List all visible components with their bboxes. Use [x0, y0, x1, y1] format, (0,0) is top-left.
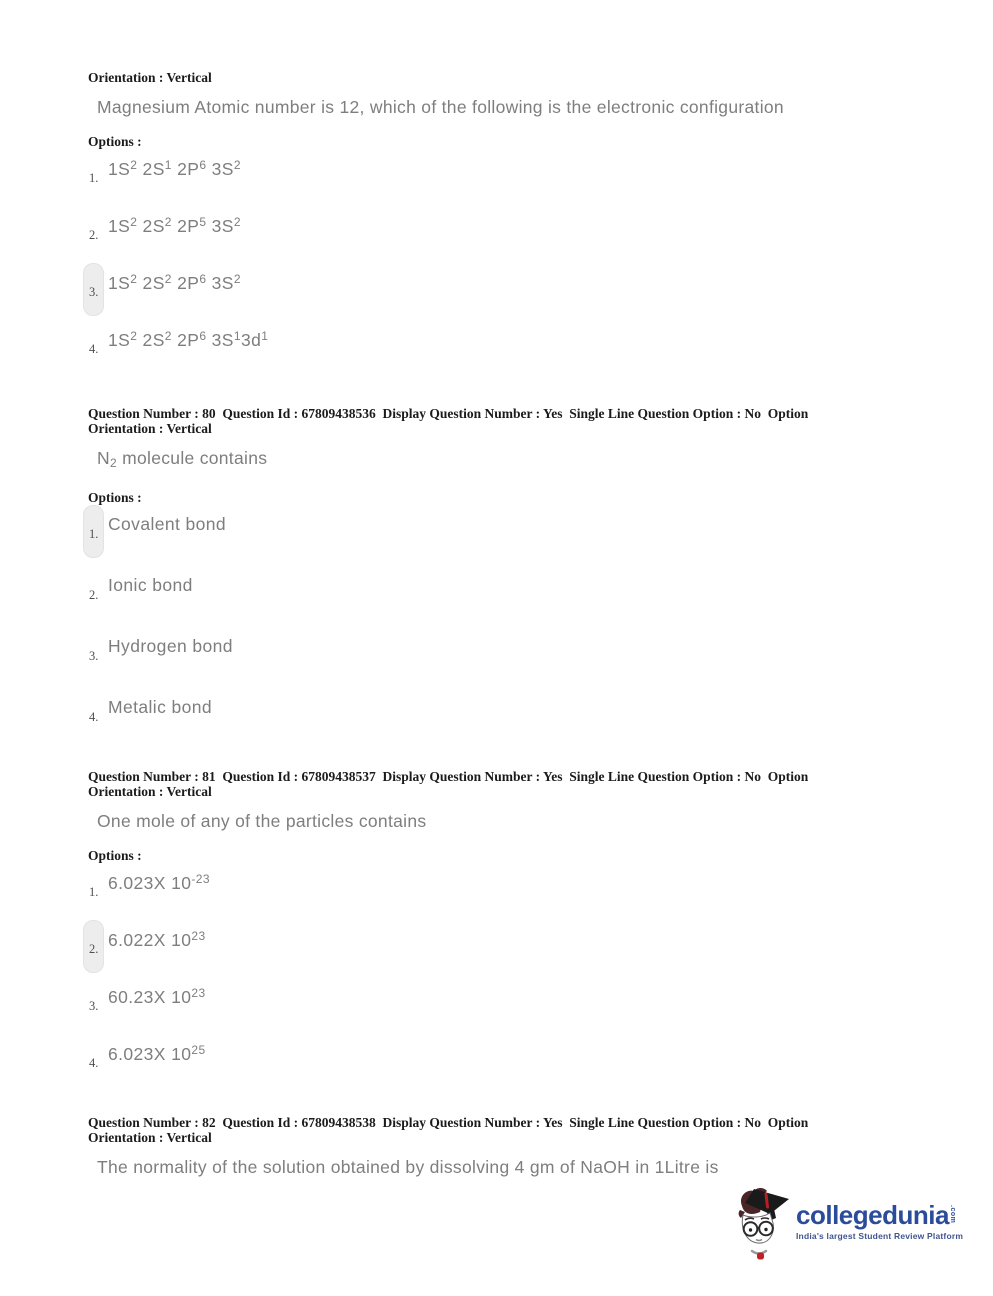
option-text: $1S^2$ $2S^2$ $2P^6$ $3S^2$: [108, 272, 241, 293]
question-text: $N_2$ molecule contains: [97, 448, 268, 470]
option-number: 3.: [89, 999, 99, 1013]
option-number: 2.: [89, 588, 99, 602]
options-label: Options :: [88, 848, 142, 863]
option-row-4: [88, 329, 888, 386]
options-list: [88, 872, 888, 1100]
collegedunia-logo: [733, 1186, 973, 1262]
question-header-orientation: Orientation : Vertical: [88, 1130, 212, 1145]
question-header-orientation: Orientation : Vertical: [88, 784, 212, 799]
option-row-1: [88, 158, 888, 215]
option-text: Covalent bond: [108, 514, 227, 534]
option-number: 1.: [89, 527, 99, 541]
question-block-80: [88, 406, 888, 758]
option-row-2: [88, 575, 888, 636]
logo-tagline: India's largest Student Review Platform: [796, 1231, 964, 1241]
question-block-79: [88, 70, 888, 386]
option-text: 6.023X $10^{25}$: [108, 1043, 206, 1064]
option-row-1: [88, 514, 888, 575]
options-label: Options :: [88, 490, 142, 505]
option-text: $1S^2$ $2S^2$ $2P^5$ $3S^2$: [108, 215, 241, 236]
option-row-3: [88, 272, 888, 329]
option-text: $1S^2$ $2S^1$ $2P^6$ $3S^2$: [108, 158, 241, 179]
question-header-orientation: Orientation : Vertical: [88, 421, 212, 436]
option-number: 2.: [89, 228, 99, 242]
option-text: Metalic bond: [108, 697, 213, 717]
option-text: Ionic bond: [108, 575, 193, 595]
collegedunia-mascot-icon: [733, 1186, 791, 1260]
option-text: 60.23X $10^{23}$: [108, 986, 206, 1007]
option-number: 4.: [89, 342, 99, 356]
logo-tld-text: .com: [948, 1205, 956, 1224]
option-row-4: [88, 1043, 888, 1100]
option-text: 6.023X $10^{-23}$: [108, 872, 210, 893]
question-header-orientation: Orientation : Vertical: [88, 70, 212, 85]
option-row-3: [88, 986, 888, 1043]
option-number: 4.: [89, 1056, 99, 1070]
question-text: Magnesium Atomic number is 12, which of the following is the electronic configuration: [97, 97, 784, 117]
question-header-meta: Question Number : 82 Question Id : 67809438538 Display Question Number : Yes Single Line Question Option : No Option: [88, 1115, 809, 1130]
option-number: 3.: [89, 285, 99, 299]
question-text: The normality of the solution obtained by dissolving 4 gm of NaOH in 1Litre is: [97, 1157, 719, 1177]
option-number: 1.: [89, 171, 99, 185]
option-text: Hydrogen bond: [108, 636, 233, 656]
logo-text-block: [796, 1186, 963, 1241]
option-row-3: [88, 636, 888, 697]
question-block-81: [88, 769, 888, 1100]
logo-brand-text: collegedunia: [796, 1200, 949, 1230]
options-list: [88, 158, 888, 386]
options-list: [88, 514, 888, 758]
question-block-82: [88, 1115, 888, 1178]
option-text: 6.022X $10^{23}$: [108, 929, 206, 950]
question-text: One mole of any of the particles contains: [97, 811, 427, 831]
options-label: Options :: [88, 134, 142, 149]
option-number: 1.: [89, 885, 99, 899]
question-header-meta: Question Number : 80 Question Id : 67809438536 Display Question Number : Yes Single Line Question Option : No Option: [88, 406, 809, 421]
option-row-2: [88, 215, 888, 272]
option-row-2: [88, 929, 888, 986]
option-number: 4.: [89, 710, 99, 724]
option-text: $1S^2$ $2S^2$ $2P^6$ $3S^13d^1$: [108, 329, 269, 350]
option-row-1: [88, 872, 888, 929]
option-number: 3.: [89, 649, 99, 663]
option-number: 2.: [89, 942, 99, 956]
question-header-meta: Question Number : 81 Question Id : 67809438537 Display Question Number : Yes Single Line Question Option : No Option: [88, 769, 809, 784]
option-row-4: [88, 697, 888, 758]
